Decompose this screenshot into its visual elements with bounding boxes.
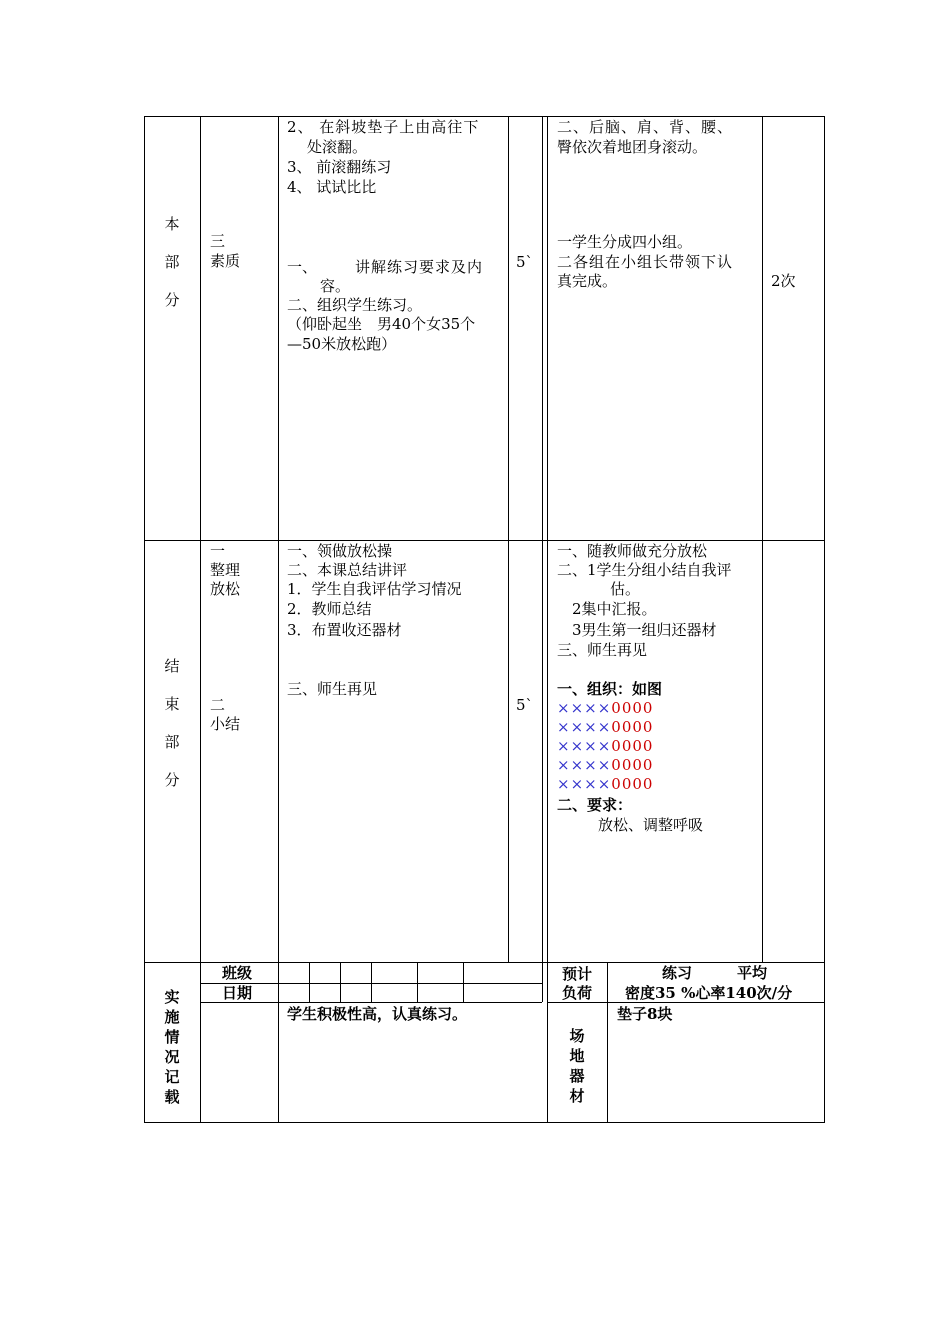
content-line: 1．学生自我评估学习情况 [287,580,462,598]
organization-line: 臀依次着地团身滚动。 [557,138,708,156]
topic-number: 一 [210,542,226,560]
content-line: 容。 [320,277,351,295]
organization-line: 3男生第一组归还器材 [572,621,717,639]
organization-line: 真完成。 [557,272,618,290]
student-zeros: 0000 [611,756,654,774]
load-value: 平均 [737,964,768,982]
organization-line: 一学生分成四小组。 [557,233,693,251]
reps-value: 2次 [771,272,796,290]
organization-line: 二、后脑、肩、背、腰、 [557,118,734,136]
formation-row [557,736,653,756]
content-line: 2．教师总结 [287,600,372,618]
section-label-main: 本 部 分 [164,215,180,309]
load-label: 预计 [562,965,593,983]
grid-line [547,116,548,1123]
student-zeros: 0000 [611,699,654,717]
topic-name: 素质 [210,252,241,270]
organization-line: 2集中汇报。 [572,600,657,618]
content-line: 讲解练习要求及内 [355,258,484,276]
content-line: 3、 前滚翻练习 [287,158,392,176]
load-value: 密度35 %心率140次/分 [625,984,793,1002]
organization-line: 一、随教师做充分放松 [557,542,708,560]
organization-line: 估。 [610,580,641,598]
load-value: 练习 [662,964,693,982]
table-border-bottom [144,1122,825,1123]
grid-line [278,1002,279,1123]
student-crosses: ×××× [557,775,612,793]
grid-line [278,962,279,1002]
date-label: 日期 [222,984,253,1002]
content-line: （仰卧起坐 男40个女35个 [287,315,476,333]
organization-line: 二各组在小组长带领下认 [557,253,734,271]
content-line: 三、师生再见 [287,680,378,698]
grid-line [278,116,279,962]
content-line: 处滚翻。 [307,138,368,156]
grid-line [417,962,418,1002]
time-value: 5` [516,253,534,271]
grid-line [340,962,341,1002]
grid-line [542,116,543,1002]
requirement-title: 二、要求： [557,796,633,814]
content-line: 2、 在斜坡垫子上由高往下 [287,118,480,136]
evaluation-text: 学生积极性高，认真练习。 [287,1005,468,1023]
organization-line: 三、师生再见 [557,641,648,659]
equipment-text: 垫子8块 [617,1005,673,1023]
content-line: 二、组织学生练习。 [287,296,423,314]
table-border-left [144,116,145,1123]
topic-number: 三 [210,232,226,250]
content-line: 二、本课总结讲评 [287,561,408,579]
formation-title: 一、组织：如图 [557,680,663,698]
topic-name: 整理 [210,561,241,579]
grid-line [309,962,310,1002]
load-label: 负荷 [562,984,593,1002]
grid-line [508,116,509,962]
content-line: 一、领做放松操 [287,542,393,560]
time-value: 5` [516,696,534,714]
topic-number: 二 [210,696,226,714]
content-line: 4、 试试比比 [287,178,377,196]
student-zeros: 0000 [611,737,654,755]
formation-row [557,717,653,737]
class-label: 班级 [222,964,253,982]
student-crosses: ×××× [557,718,612,736]
formation-row [557,755,653,775]
organization-line: 二、1学生分组小结自我评 [557,561,732,579]
venue-label: 场 地 器 材 [569,1027,585,1105]
grid-line [200,116,201,1123]
table-row-divider [144,540,825,541]
table-border-right [824,116,825,1123]
student-zeros: 0000 [611,718,654,736]
grid-line [463,962,464,1002]
student-crosses: ×××× [557,756,612,774]
student-zeros: 0000 [611,775,654,793]
student-crosses: ×××× [557,737,612,755]
grid-line [762,116,763,962]
content-line: 3．布置收还器材 [287,621,402,639]
section-label-end: 结 束 部 分 [164,657,180,789]
content-line: 一、 [287,258,318,276]
section-label-record: 实 施 情 况 记 载 [164,988,180,1106]
topic-name: 小结 [210,715,241,733]
grid-line [371,962,372,1002]
grid-line [607,962,608,1123]
content-line: —50米放松跑） [287,335,397,353]
formation-row [557,698,653,718]
requirement-text: 放松、调整呼吸 [598,816,704,834]
formation-row [557,774,653,794]
topic-name: 放松 [210,580,241,598]
student-crosses: ×××× [557,699,612,717]
